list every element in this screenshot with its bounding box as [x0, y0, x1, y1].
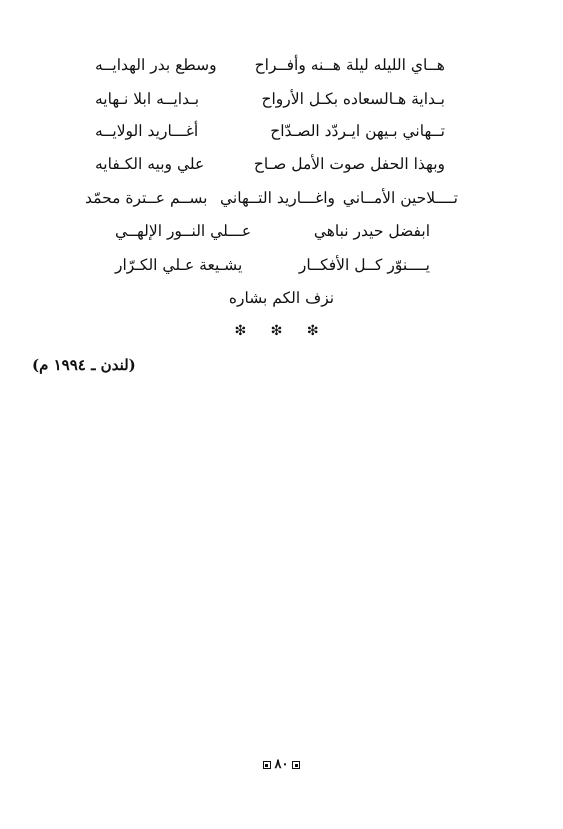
- verse-5-part-1: تــــلاحين الأمــاني: [342, 189, 458, 207]
- page-number-footer: [0, 757, 563, 774]
- verse-7-second-hemistich: يشـيعة عـلي الكـرّار: [115, 256, 243, 274]
- verse-3: [95, 120, 445, 146]
- verse-6-second-hemistich: عـــلي النــور الإلهــي: [115, 222, 252, 240]
- asterism-divider: ❇ ❇ ❇: [234, 323, 329, 339]
- closing-line: نزف الكم بشاره: [228, 289, 335, 307]
- verse-5-part-3: بســم عــترة محمّد: [85, 189, 208, 207]
- verse-1-second-hemistich: وسطع بدر الهدايــه: [95, 56, 217, 74]
- verse-4-second-hemistich: علي وبيه الكـفايه: [95, 155, 205, 173]
- square-ornament-icon: [263, 761, 271, 769]
- square-ornament-icon: [292, 761, 300, 769]
- verse-2-first-hemistich: بـداية هـالسعاده بكـل الأرواح: [261, 90, 445, 108]
- verse-2-second-hemistich: بـدايــه ابلا نـهايه: [95, 90, 200, 108]
- place-date-signature: (لندن ـ ١٩٩٤ م): [32, 356, 136, 374]
- verse-4-first-hemistich: وبهذا الحفل صوت الأمل صـاح: [253, 155, 445, 173]
- verse-5-part-2: واغـــاريد التــهاني: [220, 189, 335, 207]
- verse-7: [115, 254, 430, 280]
- verse-4: [95, 153, 445, 179]
- verse-6-first-hemistich: ابفضل حيدر نباهي: [313, 222, 430, 240]
- verse-6: [115, 220, 430, 246]
- verse-7-first-hemistich: يــــنوّر كــل الأفكــار: [298, 256, 430, 274]
- verse-1: [95, 54, 445, 80]
- verse-2: [95, 88, 445, 114]
- page-number: ٨٠: [274, 757, 289, 772]
- verse-3-first-hemistich: تــهاني بـيهن ايـردّد الصـدّاح: [270, 122, 445, 140]
- verse-3-second-hemistich: أغـــاريد الولايــه: [95, 122, 199, 140]
- verse-5-triple: [85, 187, 458, 213]
- verse-1-first-hemistich: هــاي الليله ليلة هــنه وأفــراح: [254, 56, 445, 74]
